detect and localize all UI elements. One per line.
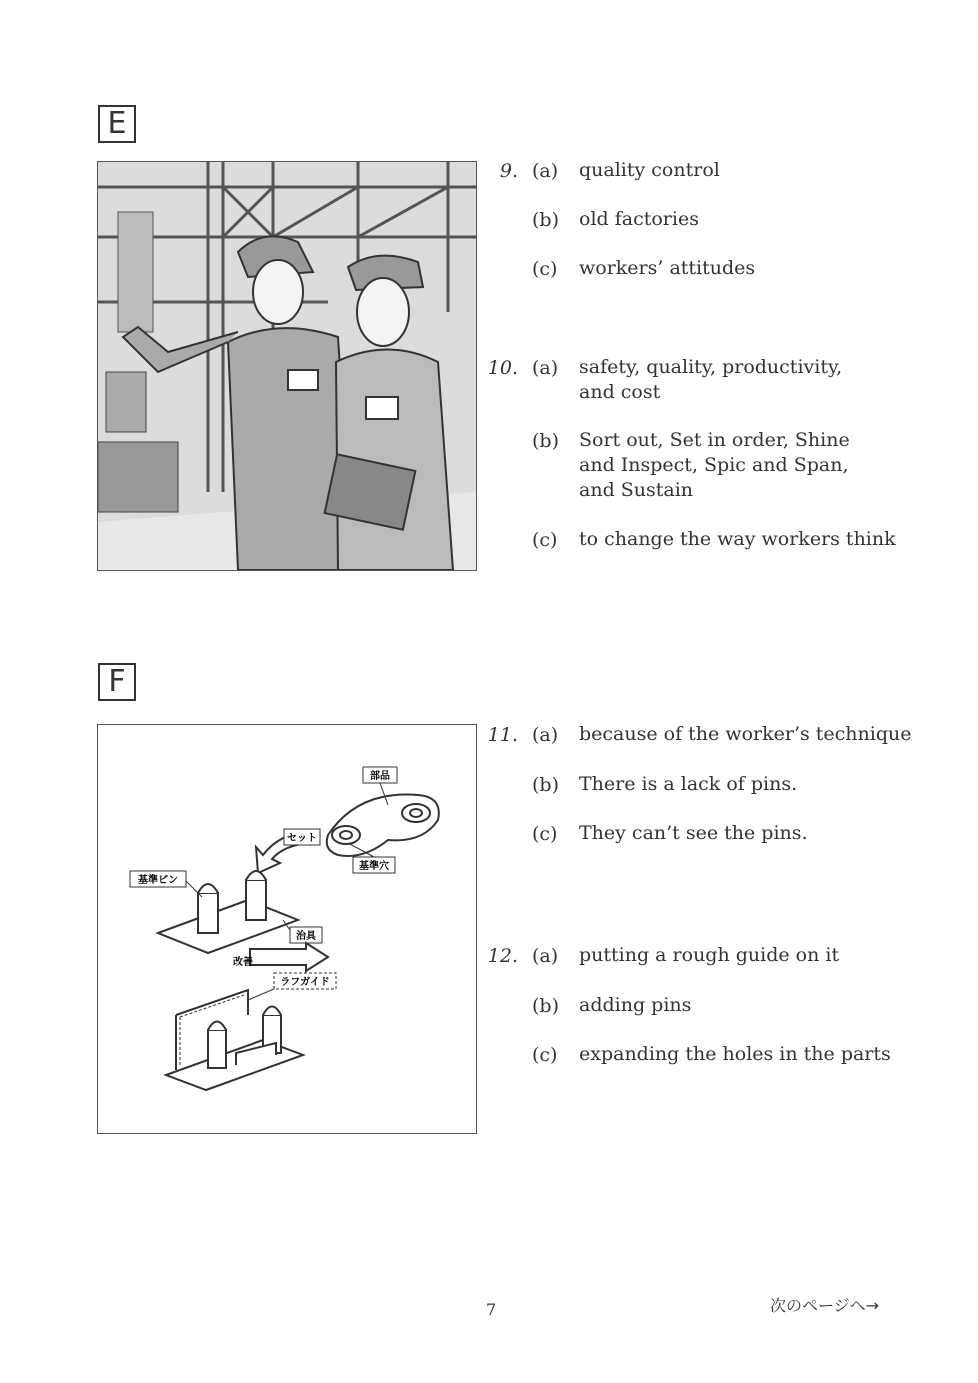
option-letter: (a) [532,160,559,182]
question-number: 9. [499,160,518,182]
option-text: quality control [579,159,720,181]
label-ref-hole: 基準穴 [359,861,389,872]
factory-illustration-svg [98,162,476,570]
page-number: 7 [486,1300,497,1319]
option-text: old factories [579,208,699,230]
option-text: safety, quality, productivity, and cost [579,356,843,403]
label-rough-guide: ラフガイド [280,977,330,988]
option-letter: (a) [532,357,559,379]
option-letter: (b) [532,430,559,452]
option-letter: (b) [532,774,559,796]
question-number: 10. [487,357,518,379]
option-letter: (c) [532,1044,558,1066]
option-letter: (a) [532,724,559,746]
jig-diagram [97,724,477,1134]
option-text: workers’ attitudes [579,257,756,279]
next-page-indicator: 次のページへ→ [770,1296,880,1315]
section-f-label: F [98,663,136,701]
option-letter: (b) [532,209,559,231]
option-text: expanding the holes in the parts [579,1043,891,1065]
option-text: There is a lack of pins. [579,773,798,795]
option-text: adding pins [579,994,692,1016]
option-text: Sort out, Set in order, Shine and Inspect, Spic and Span, and Sustain [579,429,850,501]
option-text: They can’t see the pins. [579,822,808,844]
section-e-label: E [98,105,136,143]
option-letter: (a) [532,945,559,967]
jig-diagram-svg [98,725,476,1133]
option-text: putting a rough guide on it [579,944,840,966]
factory-workers-illustration [97,161,477,571]
option-letter: (b) [532,995,559,1017]
question-number: 12. [487,945,518,967]
option-letter: (c) [532,823,558,845]
label-ref-pin: 基準ピン [138,875,178,886]
option-text: to change the way workers think [579,528,896,550]
option-text: because of the worker’s technique [579,723,912,745]
option-letter: (c) [532,258,558,280]
label-improve: 改善 [233,957,253,968]
question-number: 11. [487,724,518,746]
label-set: セット [287,833,317,844]
option-letter: (c) [532,529,558,551]
label-part: 部品 [370,771,390,782]
label-jig: 治具 [296,931,316,942]
